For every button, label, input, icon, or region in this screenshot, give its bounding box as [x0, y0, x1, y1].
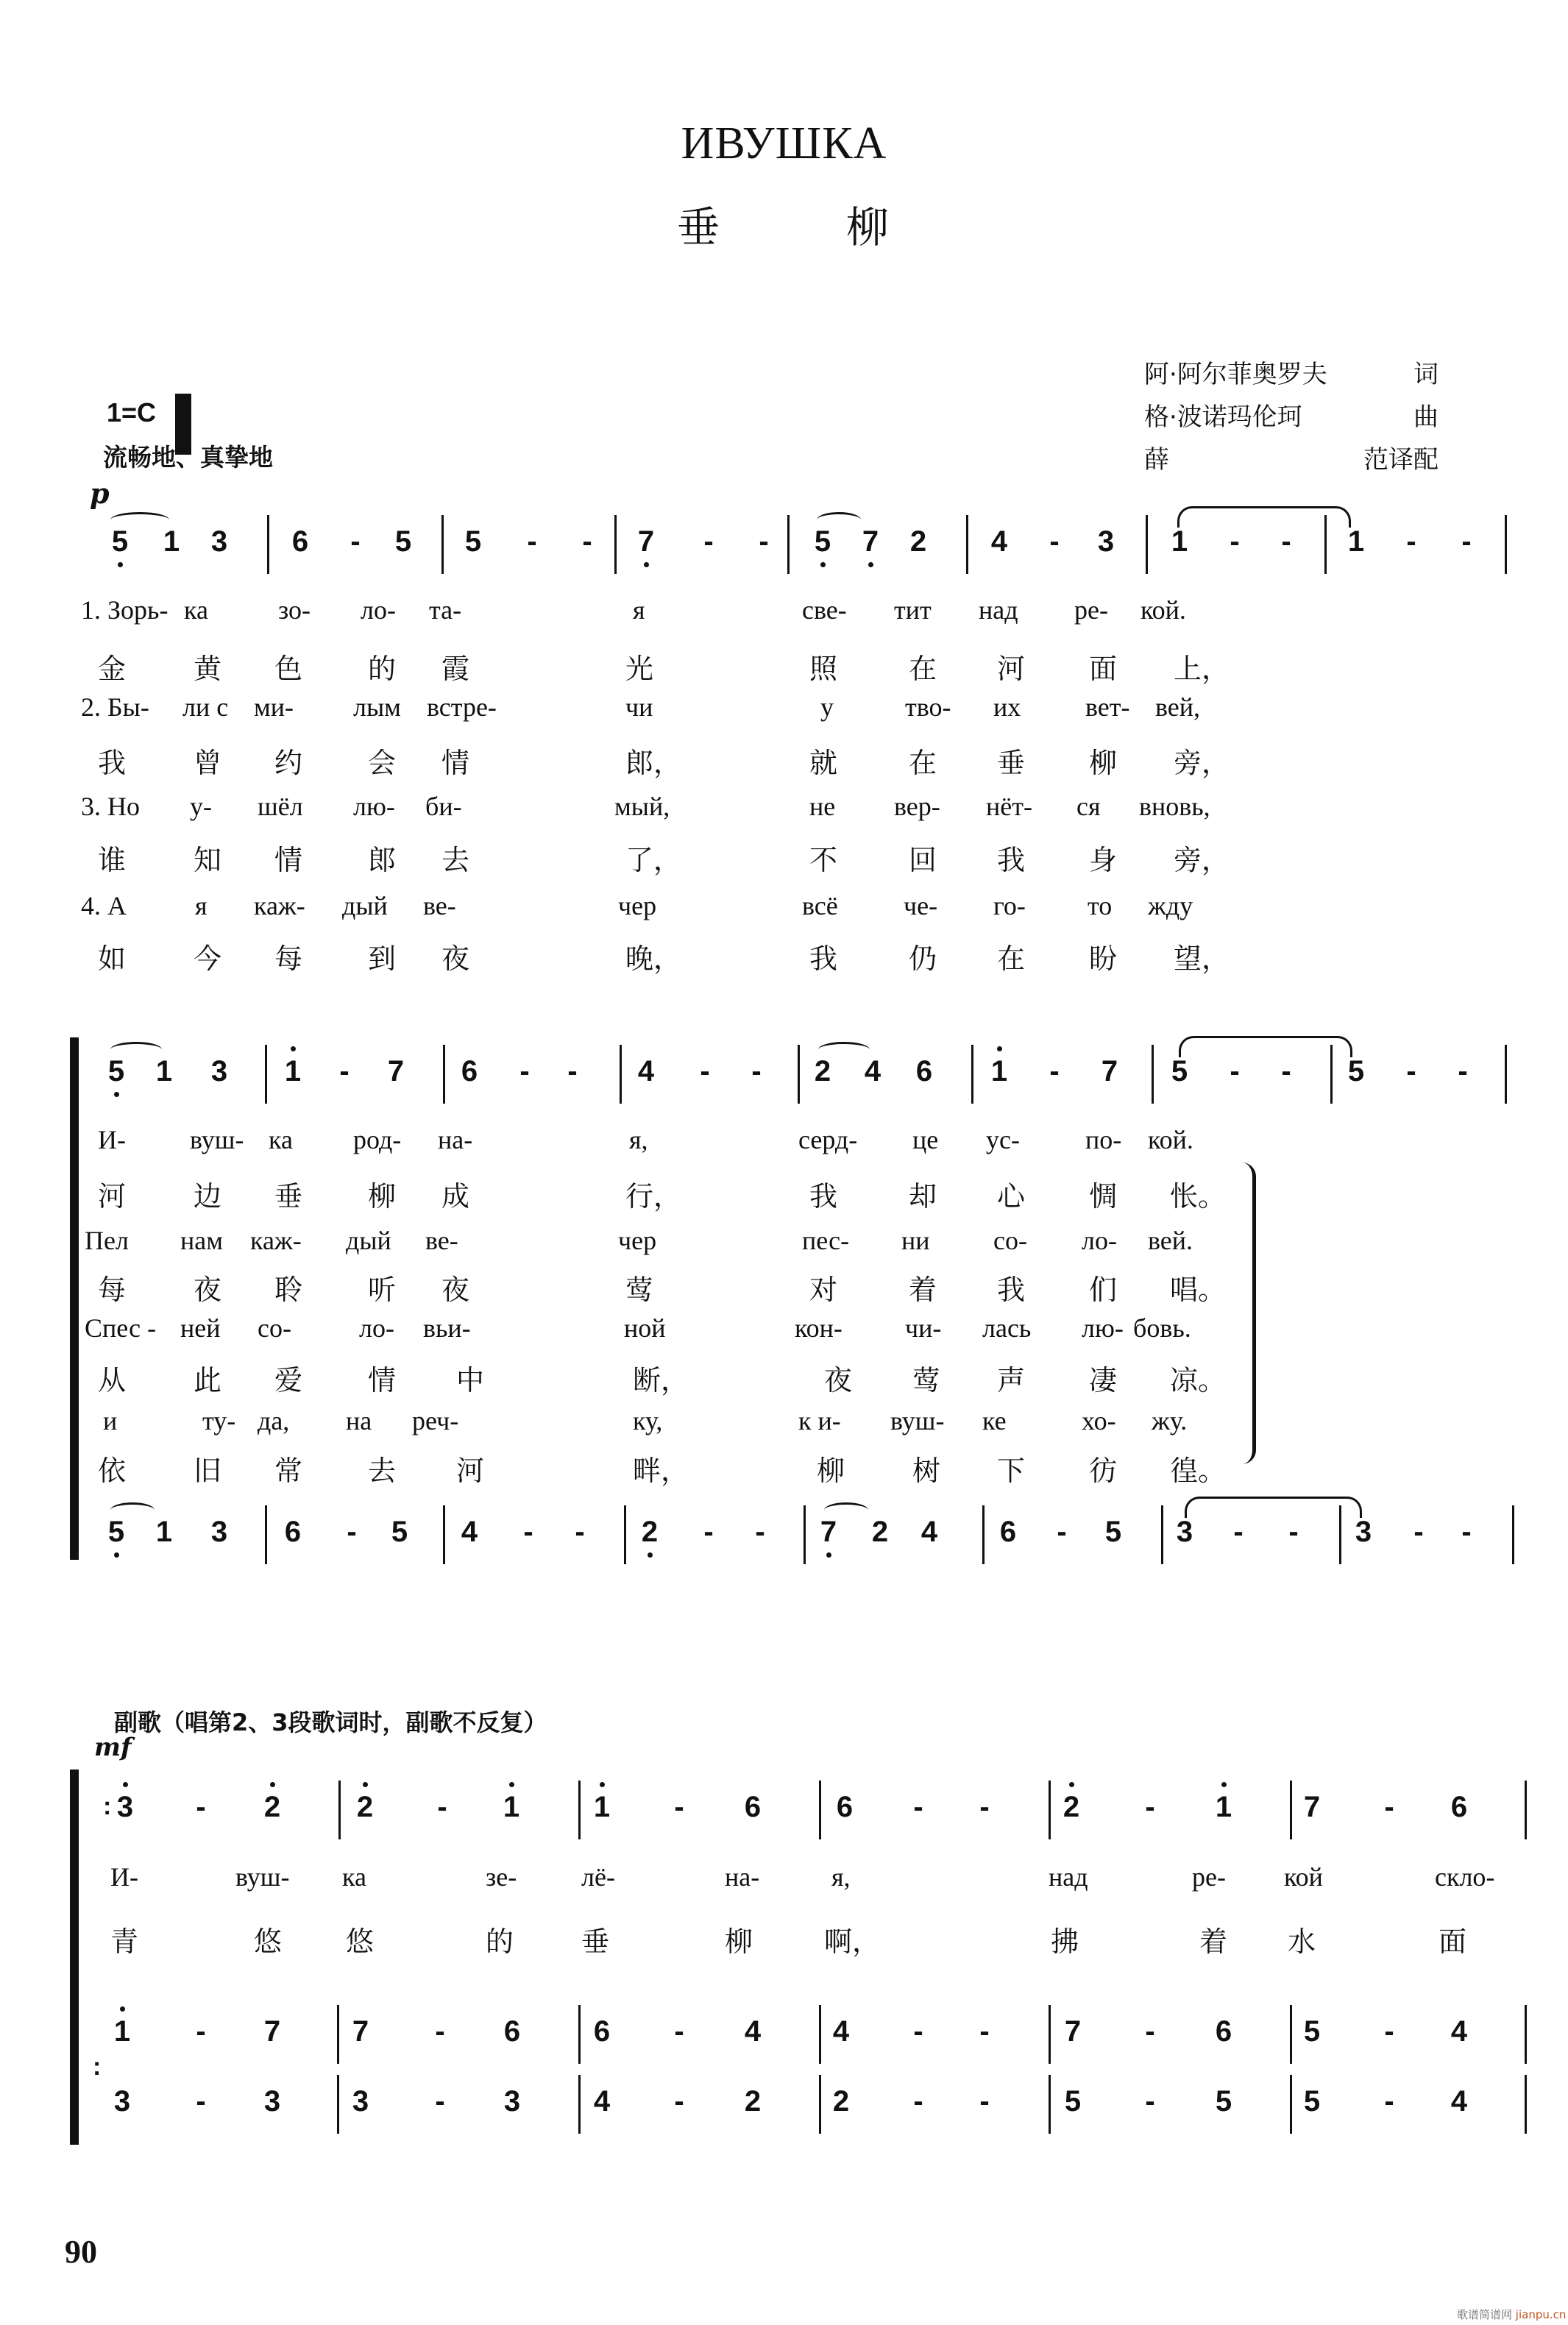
title-russian: ИВУШКА [681, 118, 887, 168]
chorus-line1-lyrics-ru: И- вуш- ка зе- лё- на- я, над ре- кой скло- [110, 1862, 1495, 1892]
repeat-end-sign: : [93, 2053, 102, 2081]
title-chinese-1: 垂 [677, 202, 720, 252]
chorus-line2-notes-top: 1 - 7 7 - 6 6 - 4 4 - - 7 - 6 5 - 4 [0, 2005, 1568, 2086]
lyric-line-2-zh: 我 曾 约 会 情 郎， 就 在 垂 柳 旁， [98, 747, 1230, 779]
dynamic-p: p [90, 477, 110, 510]
refrain-line-4-zh: 依 旧 常 去 河 畔， 柳 树 下 彷 徨。 [98, 1455, 1227, 1487]
refrain-line-3-ru: Спес - ней со- ло- вьи- ной кон- чи- лась лю- бовь. [85, 1313, 1191, 1343]
credit-lyricist: 阿·阿尔菲奥罗夫 词 [1144, 360, 1438, 389]
refrain-line-1-ru: И- вуш- ка род- на- я, серд- це ус- по- кой. [98, 1125, 1193, 1154]
refrain-line-4-ru: и ту- да, на реч- ку, к и- вуш- ке хо- жу. [103, 1406, 1188, 1435]
system2-notes-top: 5 1 3 1 - 7 6 - - 4 - - 2 4 6 1 - 7 5 - - 5 - - [0, 1045, 1568, 1126]
lyric-line-1-zh: 金 黄 色 的 霞 光 照 在 河 面 上， [98, 653, 1230, 685]
system2-notes-bottom: 5 1 3 6 - 5 4 - - 2 - - 7 2 4 6 - 5 3 - - 3 - - [0, 1505, 1568, 1586]
time-signature [178, 394, 188, 432]
tempo-marking: 流畅地、真挚地 [103, 443, 273, 472]
credits [1144, 353, 1438, 481]
system1-notes: 5 1 3 6 - 5 5 - - 7 - - 5 7 2 4 - 3 1 - - 1 - - [0, 515, 1568, 596]
lyric-line-1-ru: 1. Зорь- ка зо- ло- та- я све- тит над ре- кой. [81, 595, 1186, 625]
refrain-line-2-ru: Пел нам каж- дый ве- чер пес- ни со- ло- вей. [85, 1226, 1193, 1255]
lyric-line-4-ru: 4. А я каж- дый ве- чер всё че- го- то жду [81, 891, 1193, 920]
lyric-line-3-ru: 3. Но у- шёл лю- би- мый, не вер- нёт- ся вновь, [81, 792, 1210, 821]
credit-translator: 薛 范译配 [1144, 445, 1438, 475]
chorus-line1-lyrics-zh: 青 悠 悠 的 垂 柳 啊， 拂 着 水 面 [110, 1925, 1467, 1958]
chorus-line2-notes-bottom: 3 - 3 3 - 3 4 - 2 2 - - 5 - 5 5 - 4 [0, 2075, 1568, 2156]
credit-composer: 格·波诺玛伦珂 曲 [1144, 402, 1438, 432]
chorus-heading: 副歌（唱第2、3段歌词时，副歌不反复） [114, 1708, 547, 1736]
lyric-line-2-ru: 2. Бы- ли с ми- лым встре- чи у тво- их вет- вей, [81, 692, 1201, 722]
refrain-line-1-zh: 河 边 垂 柳 成 行， 我 却 心 惆 怅。 [98, 1180, 1227, 1213]
lyrics-brace [1242, 1162, 1256, 1464]
refrain-line-2-zh: 每 夜 聆 听 夜 莺 对 着 我 们 唱。 [98, 1274, 1227, 1306]
key-signature [107, 394, 189, 432]
page-number: 90 [65, 2234, 97, 2270]
lyric-line-4-zh: 如 今 每 到 夜 晚， 我 仍 在 盼 望， [98, 943, 1230, 975]
watermark: 歌谱简谱网 jianpu.cn [1457, 2308, 1567, 2321]
chorus-line1-notes: : 3 - 2 2 - 1 1 - 6 6 - - 2 - 1 7 - 6 [0, 1781, 1568, 1861]
dynamic-mf: mf [94, 1733, 132, 1762]
title-chinese-2: 柳 [846, 202, 890, 252]
key-label: 1=C [107, 397, 157, 427]
refrain-line-3-zh: 从 此 爱 情 中 断， 夜 莺 声 凄 凉。 [98, 1364, 1227, 1396]
lyric-line-3-zh: 谁 知 情 郎 去 了， 不 回 我 身 旁， [98, 844, 1230, 876]
